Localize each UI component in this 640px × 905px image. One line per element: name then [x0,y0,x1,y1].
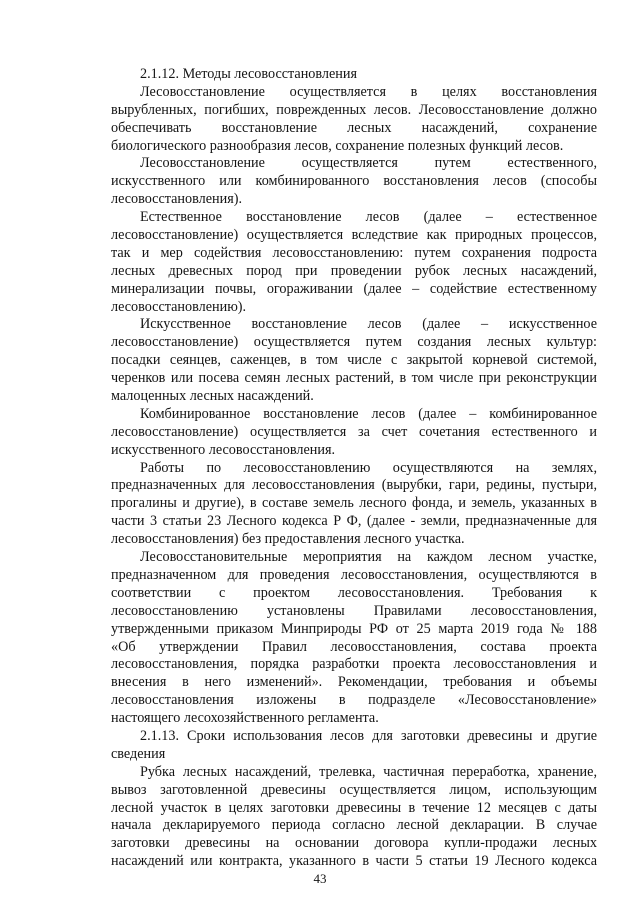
text-line: так и мер содействия лесовосстановлению: путем сохранения подроста [111,244,597,261]
text-line: утвержденными приказом Минприроды РФ от 25 марта 2019 года № 188 [111,620,597,637]
text-line: начала декларируемого периода согласно лесной декларации. В случае [111,817,597,834]
text-line: малоценных лесных насаждений. [111,388,314,405]
text-line: обеспечивать восстановление лесных насаждений, сохранение [111,119,597,136]
text-line: Рубка лесных насаждений, трелевка, частичная переработка, хранение, [140,763,597,780]
text-line: внесения в него изменений». Рекомендации, требования и объемы [111,674,597,691]
text-line: заготовки древесины на основании договора купли-продажи лесных [111,835,597,852]
text-line: Лесовосстановление осуществляется путем естественного, [140,155,597,172]
text-line: Работы по лесовосстановлению осуществляются на землях, [140,459,597,476]
text-line: лесных древесных пород при проведении рубок лесных насаждений, [111,262,597,279]
text-line: лесовосстановления). [111,191,242,208]
text-line: «Об утверждении Правил лесовосстановления, состава проекта [111,638,597,655]
text-line: лесовосстановление) осуществляется путем создания лесных культур: [111,334,597,351]
text-line: лесовосстановления, порядка разработки проекта лесовосстановления и [111,656,597,673]
page-number: 43 [313,871,327,886]
text-line: лесовосстановление) осуществляется вследствие как природных процессов, [111,227,597,244]
text-line: лесовосстановлению). [111,298,247,315]
text-line: соответствии с проектом лесовосстановления. Требования к [111,584,597,601]
text-line: настоящего лесохозяйственного регламента. [111,710,379,727]
text-line: черенков или посева семян лесных растений, в том числе при реконструкции [111,370,597,387]
text-line: лесовосстановления) без предоставления лесного участка. [111,531,465,548]
text-line: искусственного или комбинированного восстановления лесов (способы [111,173,597,190]
text-line: Естественное восстановление лесов (далее – естественное [140,209,597,226]
text-line: вывоз заготовленной древесины осуществляется лицом, использующим [111,781,597,798]
section-heading: 2.1.12. Методы лесовосстановления [140,66,358,82]
text-line: предназначенном для проведения лесовосстановления, осуществляются в [111,566,597,583]
section-heading-continuation: сведения [111,745,166,762]
document-body [111,66,597,871]
text-line: Искусственное восстановление лесов (далее – искусственное [140,316,597,333]
text-line: Лесовосстановительные мероприятия на каждом лесном участке, [140,549,597,566]
text-line: минерализации почвы, огораживании (далее – содействие естественному [111,280,597,297]
text-line: искусственного лесовосстановления. [111,441,336,458]
text-line: лесной участок в целях заготовки древесины в течение 12 месяцев с даты [111,799,597,816]
section-heading: 2.1.13. Сроки использования лесов для заготовки древесины и другие [140,727,597,744]
text-line: лесовосстановлению установлены Правилами лесовосстановления, [111,602,597,619]
text-line: насаждений или контракта, указанного в части 5 статьи 19 Лесного кодекса [111,853,597,870]
text-line: части 3 статьи 23 Лесного кодекса Р Ф, (далее - земли, предназначенные для [111,513,597,530]
text-line: Лесовосстановление осуществляется в целях восстановления [140,83,597,100]
text-line: лесовосстановление) осуществляется за счет сочетания естественного и [111,423,597,440]
text-line: лесовосстановления изложены в подразделе «Лесовосстановление» [111,692,597,709]
text-line: прогалины и другие), в составе земель лесного фонда, и земель, указанных в [111,495,597,512]
text-line: биологического разнообразия лесов, сохранение полезных функций лесов. [111,137,564,154]
text-line: посадки сеянцев, саженцев, в том числе с закрытой корневой системой, [111,352,597,369]
text-line: вырубленных, погибших, поврежденных лесов. Лесовосстановление должно [111,101,597,118]
text-line: предназначенных для лесовосстановления (вырубки, гари, редины, пустыри, [111,477,597,494]
text-line: Комбинированное восстановление лесов (далее – комбинированное [140,405,597,422]
